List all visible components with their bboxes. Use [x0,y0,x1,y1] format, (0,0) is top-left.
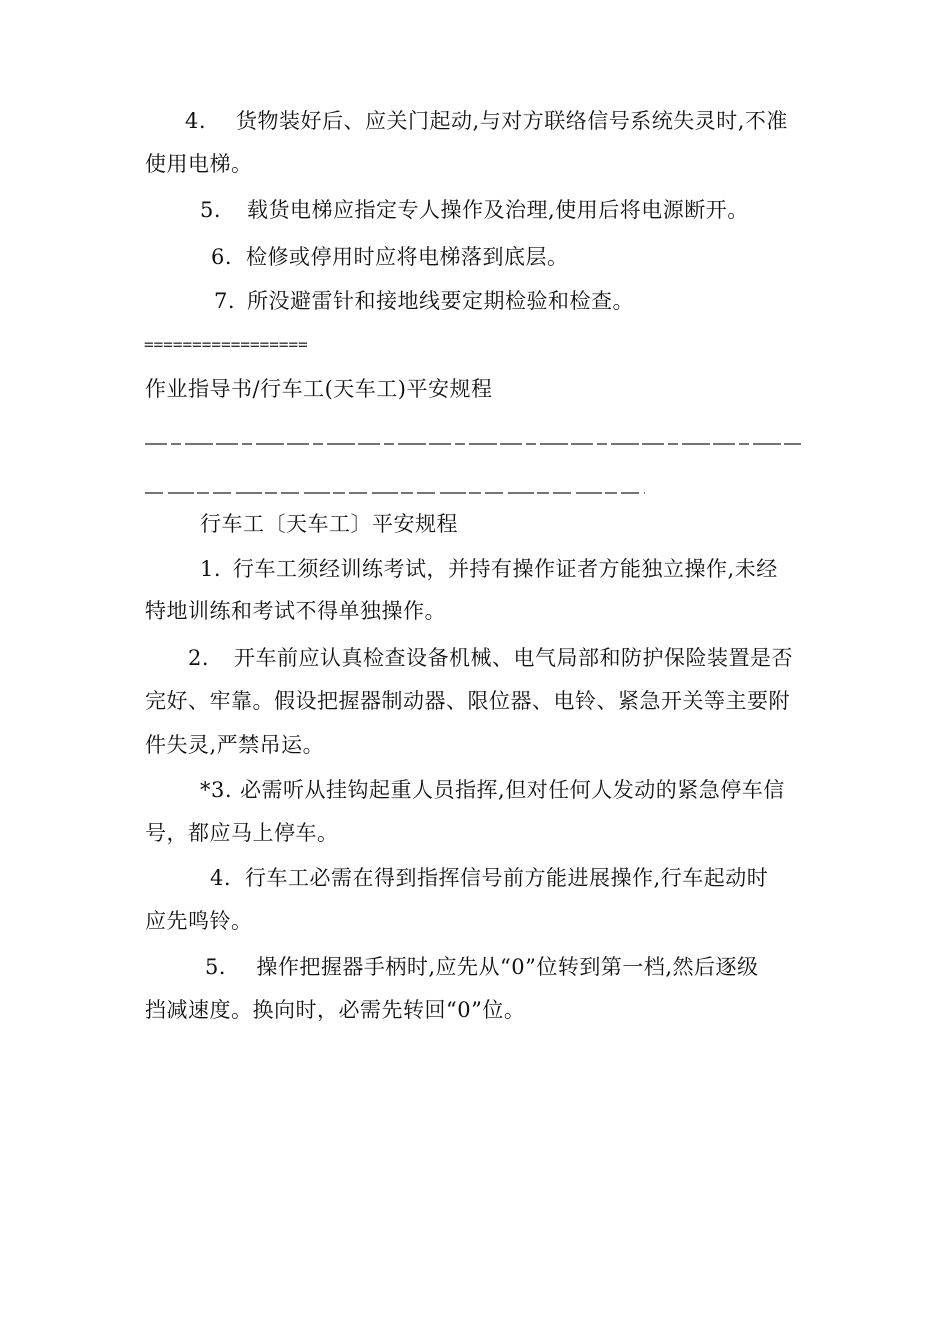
rule-text: 行车工须经训练考试，并持有操作证者方能独立操作,未经 [233,557,778,581]
item-7 [214,287,634,315]
rule-text: 操作把握器手柄时,应先从“0”位转到第一档,然后逐级 [256,955,759,979]
rule-5 [205,953,759,981]
dashed-divider-2 [145,479,650,481]
item-4-continuation: 使用电梯。 [145,152,253,176]
item-number: 4. [185,109,207,133]
rule-1-continuation: 特地训练和考试不得单独操作。 [145,599,446,623]
item-text: 检修或停用时应将电梯落到底层。 [246,245,569,269]
section-title: 行车工〔天车工〕平安规程 [200,512,458,536]
item-text: 所没避雷针和接地线要定期检验和检查。 [247,289,635,313]
rule-number: 4. [210,866,232,890]
rule-5-continuation: 挡减速度。换向时，必需先转回“0”位。 [145,998,526,1022]
item-text: 货物装好后、应关门起动,与对方联络信号系统失灵时,不准 [236,109,788,133]
item-number: 5. [200,198,222,222]
rule-4-continuation: 应先鸣铃。 [145,909,253,933]
rule-number: *3. [200,778,233,802]
item-text: 载货电梯应指定专人操作及治理,使用后将电源断开。 [247,198,749,222]
item-number: 6. [211,245,233,269]
rule-text: 行车工必需在得到指挥信号前方能进展操作,行车起动时 [245,866,769,890]
rule-number: 2. [188,646,210,670]
dashed-divider-1 [145,430,805,432]
item-6 [211,243,569,271]
rule-3 [200,776,785,804]
rule-number: 5． [205,955,241,979]
rule-2-continuation: 完好、牢靠。假设把握器制动器、限位器、电铃、紧急开关等主要附 [145,689,790,713]
rule-4 [210,864,768,892]
dashed-line-graphic [145,492,650,494]
rule-number: 1. [200,557,222,581]
rule-2-continuation: 件失灵,严禁吊运。 [145,733,325,757]
rule-2 [188,644,793,672]
item-4 [185,107,788,135]
separator: ================= [144,335,308,354]
rule-text: 必需听从挂钩起重人员指挥,但对任何人发动的紧急停车信 [240,778,785,802]
dashed-line-graphic [145,443,805,445]
rule-3-continuation: 号，都应马上停车。 [145,821,339,845]
rule-text: 开车前应认真检查设备机械、电气局部和防护保险装置是否 [234,646,794,670]
rule-1 [200,555,778,583]
item-number: 7. [214,289,236,313]
item-5 [200,196,749,224]
doc-title: 作业指导书/行车工(天车工)平安规程 [145,377,493,401]
